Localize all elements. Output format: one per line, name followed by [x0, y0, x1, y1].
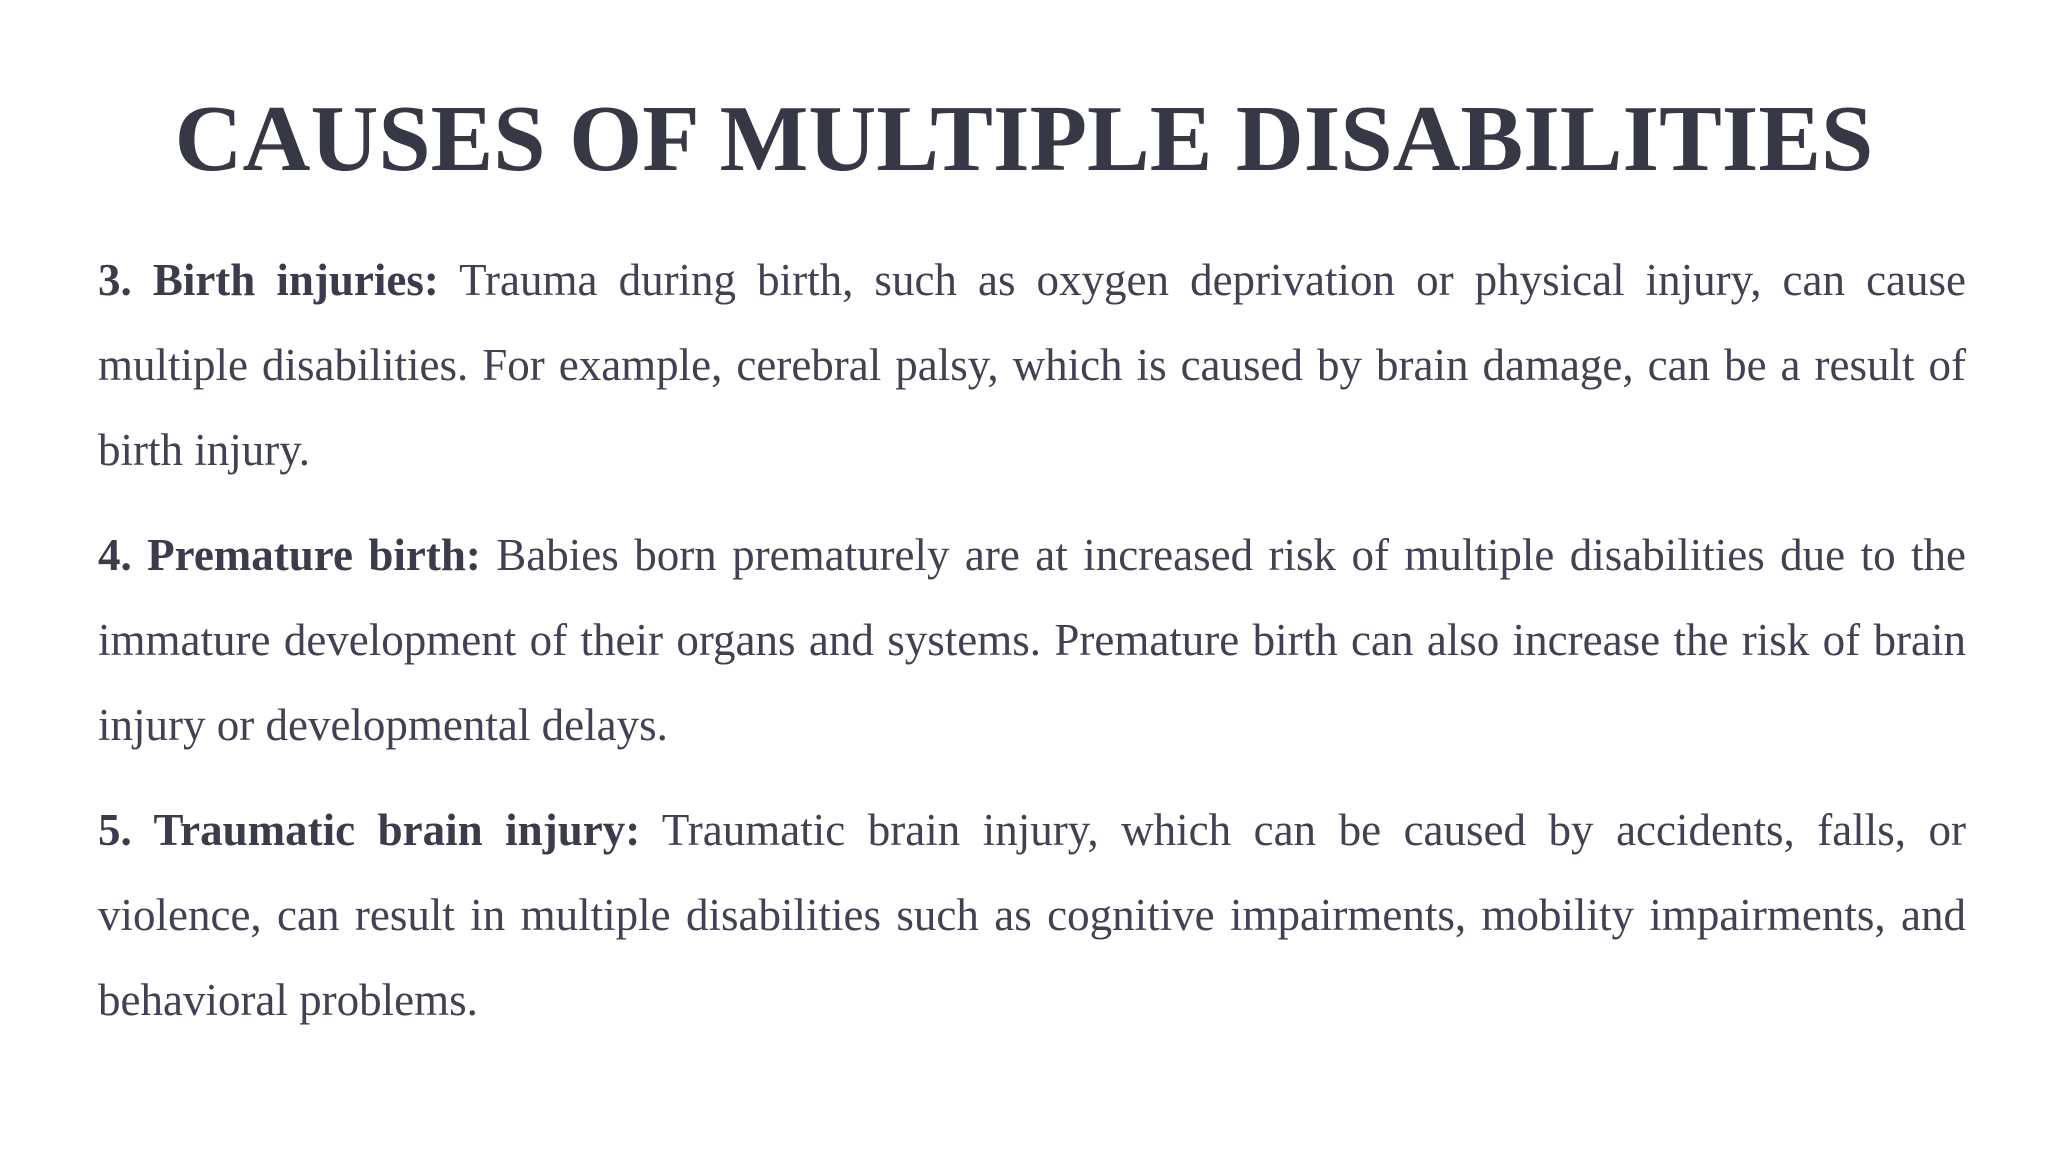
cause-text: Traumatic brain injury, which can be caused by accidents, falls, or violence, can result in multiple disabilities such as cognitive impairments, mobility impairments, and behavioral problems.	[98, 805, 1966, 1025]
cause-text: Babies born prematurely are at increased risk of multiple disabilities due to the immature development of their organs and systems. Premature birth can also increase the risk of brain injury or developmental delays.	[98, 530, 1966, 750]
cause-heading: 3. Birth injuries:	[98, 255, 439, 305]
slide-content	[98, 238, 1966, 1063]
cause-heading: 4. Premature birth:	[98, 530, 481, 580]
cause-item-birth-injuries	[98, 238, 1966, 493]
cause-heading: 5. Traumatic brain injury:	[98, 805, 641, 855]
slide-title: CAUSES OF MULTIPLE DISABILITIES	[174, 87, 1874, 191]
cause-item-premature-birth	[98, 513, 1966, 768]
cause-text: Trauma during birth, such as oxygen deprivation or physical injury, can cause multiple disabilities. For example, cerebral palsy, which is caused by brain damage, can be a result of birth injury.	[98, 255, 1967, 475]
cause-item-traumatic-brain-injury	[98, 788, 1966, 1043]
